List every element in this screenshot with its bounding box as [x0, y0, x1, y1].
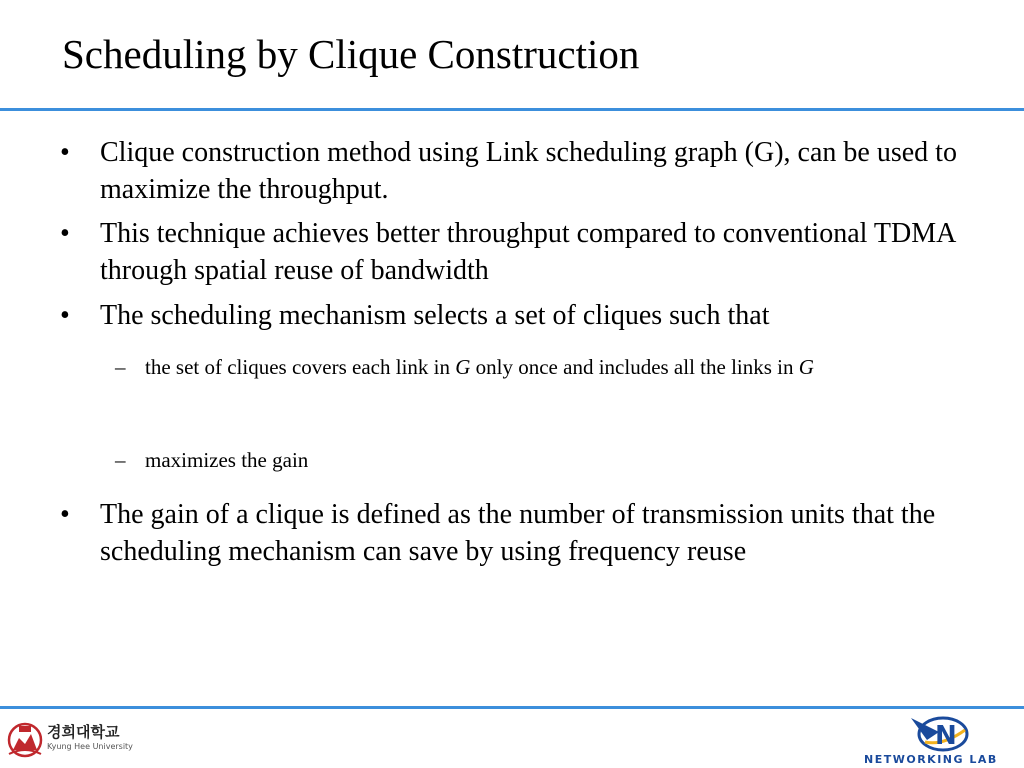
university-logo [5, 718, 140, 760]
university-name-korean: 경희대학교 [47, 723, 120, 741]
slide-title: Scheduling by Clique Construction [62, 31, 640, 77]
bullet-marker: • [60, 137, 70, 168]
bullet-text: The scheduling mechanism selects a set of cliques such that [100, 300, 770, 331]
footer-divider [0, 706, 1024, 709]
sub-bullet-item [115, 352, 975, 382]
bullet-item [60, 496, 980, 570]
university-seal-icon [5, 720, 45, 758]
networking-lab-logo [860, 712, 1020, 768]
sub-bullet-text: maximizes the gain [145, 448, 309, 472]
bullet-item [60, 297, 980, 334]
sub-bullet-text: the set of cliques covers each link in G only once and includes all the links in G [145, 355, 814, 379]
bullet-text: Clique construction method using Link scheduling graph (G), can be used to maximize the throughput. [100, 137, 957, 205]
sub-bullet-marker: – [115, 448, 126, 472]
bullet-marker: • [60, 218, 70, 249]
bullet-item [60, 215, 980, 289]
networking-lab-emblem-icon [905, 712, 975, 754]
networking-lab-text: NETWORKING LAB [864, 753, 998, 766]
bullet-text: This technique achieves better throughput compared to conventional TDMA through spatial reuse of bandwidth [100, 218, 955, 286]
bullet-text: The gain of a clique is defined as the number of transmission units that the scheduling mechanism can save by using frequency reuse [100, 499, 936, 567]
sub-bullet-item [115, 445, 975, 475]
bullet-marker: • [60, 300, 70, 331]
emblem-letter: N [935, 721, 957, 751]
bullet-item [60, 134, 980, 208]
sub-bullet-marker: – [115, 355, 126, 379]
university-name-english: Kyung Hee University [47, 742, 133, 751]
bullet-marker: • [60, 499, 70, 530]
